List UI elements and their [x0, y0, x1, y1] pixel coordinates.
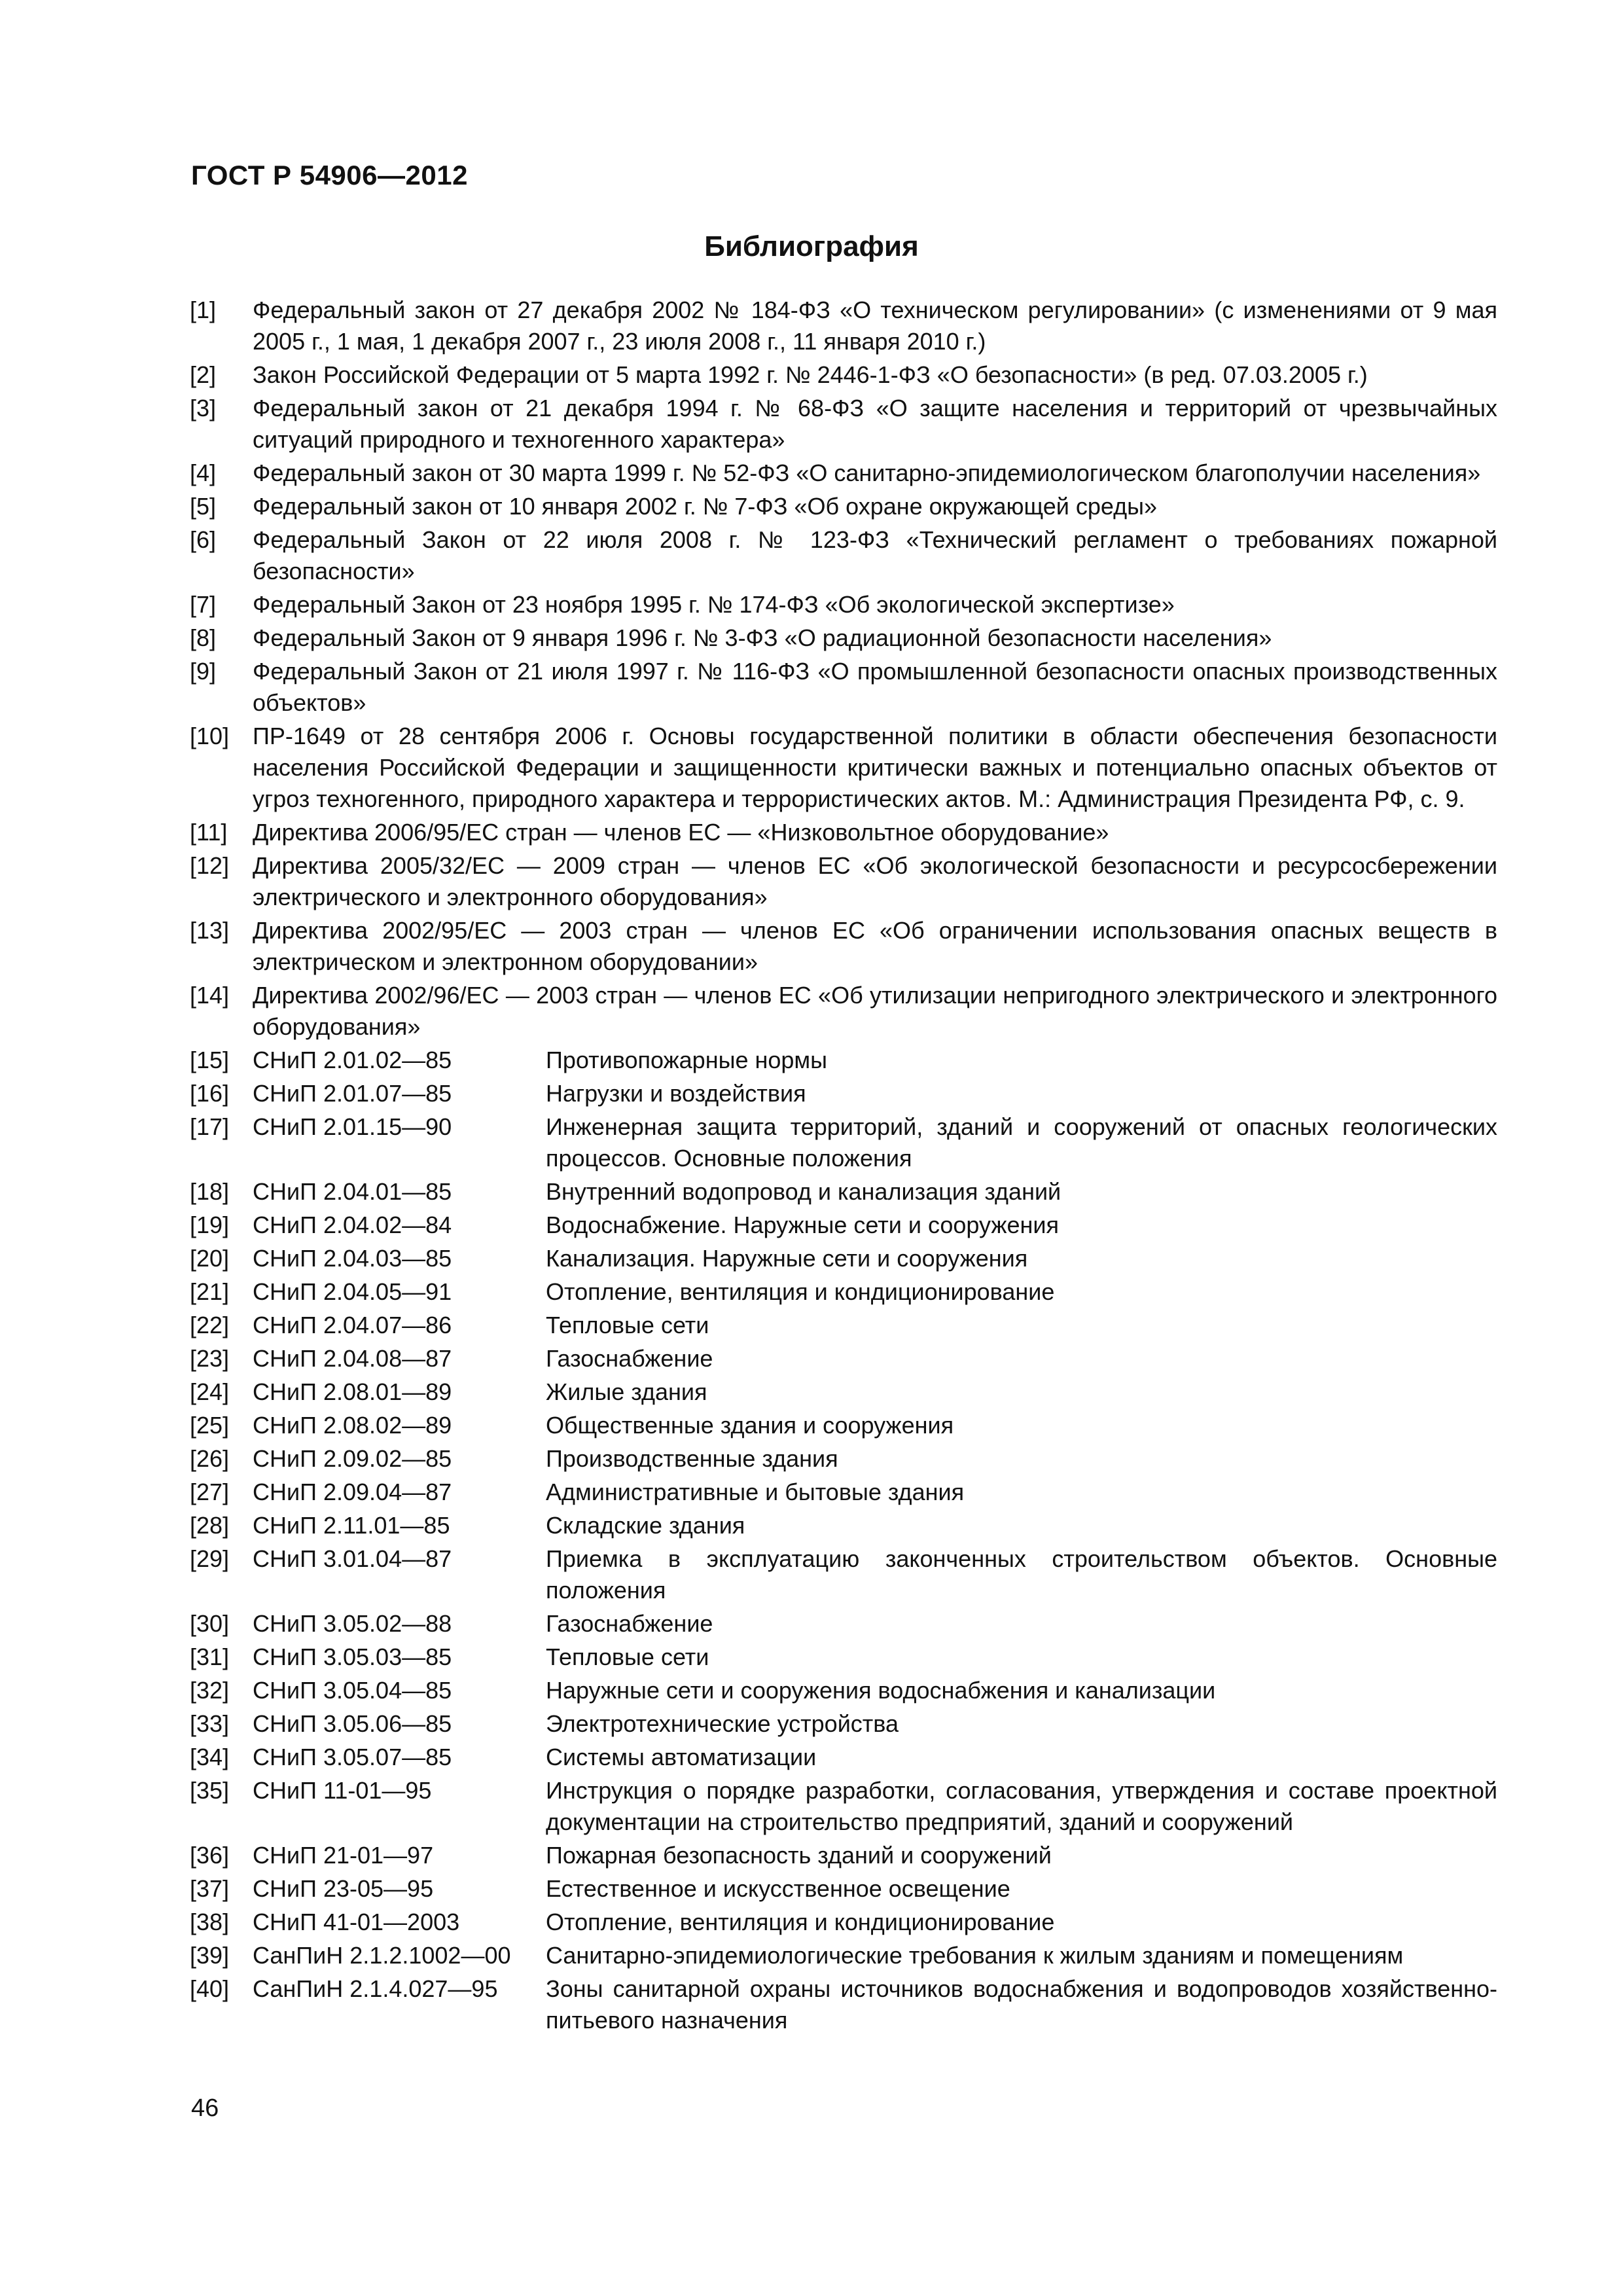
norm-code: СНиП 3.05.02—88 [253, 1610, 452, 1637]
item-text: Директива 2002/95/ЕС — 2003 стран — членов ЕС «Об ограничении использования опасных веществ в электрическом и электронном оборудовании» [253, 917, 1497, 975]
norm-code: СНиП 2.01.15—90 [253, 1113, 452, 1140]
norm-item [190, 1742, 1497, 1773]
norm-title: Водоснабжение. Наружные сети и сооружения [546, 1211, 1060, 1238]
item-number: [20] [190, 1245, 230, 1272]
norm-code: СНиП 3.05.06—85 [253, 1710, 452, 1737]
norm-code: СНиП 2.08.02—89 [253, 1412, 452, 1439]
norm-item [190, 1477, 1497, 1508]
norm-title: Зоны санитарной охраны источников водоснабжения и водопроводов хозяйственно-питьевого назначения [546, 1975, 1497, 2034]
bibliography-item [190, 915, 1497, 978]
item-number: [37] [190, 1875, 230, 1902]
item-number: [19] [190, 1211, 230, 1238]
norm-item [190, 1973, 1497, 2036]
item-number: [5] [190, 493, 217, 520]
item-number: [10] [190, 723, 230, 749]
norm-code: СНиП 2.11.01—85 [253, 1512, 450, 1539]
item-number: [22] [190, 1312, 230, 1338]
item-number: [4] [190, 459, 217, 486]
norm-title: Газоснабжение [546, 1610, 713, 1637]
norm-title: Отопление, вентиляция и кондиционирование [546, 1909, 1055, 1935]
item-text: Федеральный Закон от 23 ноября 1995 г. № 174-ФЗ «Об экологической экспертизе» [253, 591, 1175, 618]
item-text: ПР-1649 от 28 сентября 2006 г. Основы государственной политики в области обеспечения безопасности населения Российской Федерации и защищенности критически важных и потенциально опасных объектов от угроз техногенного, природного характера и террористических актов. М.: Администрация Президента РФ, с. 9. [253, 723, 1497, 812]
item-text: Федеральный закон от 30 марта 1999 г. № 52-ФЗ «О санитарно-эпидемиологическом благополучии населения» [253, 459, 1481, 486]
bibliography-item [190, 295, 1497, 357]
bibliography-item [190, 656, 1497, 719]
norm-title: Внутренний водопровод и канализация зданий [546, 1178, 1061, 1205]
standard-code-header: ГОСТ Р 54906—2012 [191, 160, 468, 190]
item-text: Федеральный Закон от 22 июля 2008 г. № 123-ФЗ «Технический регламент о требованиях пожарной безопасности» [253, 526, 1497, 584]
item-number: [39] [190, 1942, 230, 1969]
item-number: [9] [190, 658, 217, 685]
item-number: [33] [190, 1710, 230, 1737]
norm-item [190, 1045, 1497, 1076]
norm-code: СНиП 21-01—97 [253, 1842, 434, 1869]
norm-code: СНиП 3.05.07—85 [253, 1744, 452, 1770]
norm-item [190, 1641, 1497, 1673]
norm-code: СНиП 2.08.01—89 [253, 1378, 452, 1405]
norm-item [190, 1543, 1497, 1606]
norm-title: Пожарная безопасность зданий и сооружений [546, 1842, 1052, 1869]
norm-code: СНиП 3.01.04—87 [253, 1545, 452, 1572]
norm-code: СНиП 2.04.03—85 [253, 1245, 452, 1272]
norm-item [190, 1276, 1497, 1308]
norm-code: СНиП 23-05—95 [253, 1875, 434, 1902]
item-text: Федеральный закон от 21 декабря 1994 г. № 68-ФЗ «О защите населения и территорий от чрезвычайных ситуаций природного и техногенного характера» [253, 395, 1497, 453]
norm-item [190, 1608, 1497, 1640]
item-number: [40] [190, 1975, 230, 2002]
norm-title: Тепловые сети [546, 1643, 709, 1670]
norm-title: Наружные сети и сооружения водоснабжения и канализации [546, 1677, 1216, 1704]
item-number: [24] [190, 1378, 230, 1405]
norm-title: Нагрузки и воздействия [546, 1080, 806, 1107]
norm-title: Электротехнические устройства [546, 1710, 899, 1737]
bibliography-item [190, 980, 1497, 1043]
norm-item [190, 1243, 1497, 1274]
norm-item [190, 1708, 1497, 1740]
norm-item [190, 1907, 1497, 1938]
item-number: [2] [190, 361, 217, 388]
norm-code: СНиП 11-01—95 [253, 1777, 432, 1804]
bibliography-item [190, 721, 1497, 815]
norm-code: СНиП 2.04.02—84 [253, 1211, 452, 1238]
norm-title: Канализация. Наружные сети и сооружения [546, 1245, 1028, 1272]
norm-code: СНиП 2.09.04—87 [253, 1479, 452, 1505]
item-number: [27] [190, 1479, 230, 1505]
item-number: [16] [190, 1080, 230, 1107]
item-text: Федеральный Закон от 21 июля 1997 г. № 116-ФЗ «О промышленной безопасности опасных производственных объектов» [253, 658, 1497, 716]
norm-title: Производственные здания [546, 1445, 838, 1472]
norm-code: СНиП 2.01.07—85 [253, 1080, 452, 1107]
item-number: [13] [190, 917, 230, 944]
norm-title: Системы автоматизации [546, 1744, 817, 1770]
norm-item [190, 1840, 1497, 1871]
item-number: [23] [190, 1345, 230, 1372]
item-number: [21] [190, 1278, 230, 1305]
norm-title: Естественное и искусственное освещение [546, 1875, 1010, 1902]
norm-title: Отопление, вентиляция и кондиционирование [546, 1278, 1055, 1305]
norm-title: Инженерная защита территорий, зданий и сооружений от опасных геологических процессов. Основные положения [546, 1113, 1497, 1172]
bibliography-item [190, 622, 1497, 654]
norm-code: СНиП 2.04.08—87 [253, 1345, 452, 1372]
norm-item [190, 1343, 1497, 1374]
item-number: [8] [190, 624, 217, 651]
item-number: [29] [190, 1545, 230, 1572]
norm-item [190, 1376, 1497, 1408]
item-text: Федеральный закон от 10 января 2002 г. № 7-ФЗ «Об охране окружающей среды» [253, 493, 1158, 520]
item-text: Директива 2002/96/ЕС — 2003 стран — членов ЕС «Об утилизации непригодного электрического и электронного оборудования» [253, 982, 1497, 1040]
bibliography-item [190, 589, 1497, 620]
bibliography-item [190, 491, 1497, 522]
item-number: [26] [190, 1445, 230, 1472]
item-number: [12] [190, 852, 230, 879]
norm-item [190, 1176, 1497, 1208]
item-number: [1] [190, 296, 217, 323]
norm-title: Инструкция о порядке разработки, согласования, утверждения и составе проектной документации на строительство предприятий, зданий и сооружений [546, 1777, 1497, 1835]
item-number: [32] [190, 1677, 230, 1704]
norm-code: СанПиН 2.1.4.027—95 [253, 1975, 498, 2002]
norm-item [190, 1675, 1497, 1706]
item-number: [30] [190, 1610, 230, 1637]
norm-item [190, 1111, 1497, 1174]
item-number: [14] [190, 982, 230, 1009]
norm-item [190, 1410, 1497, 1441]
norm-code: СНиП 41-01—2003 [253, 1909, 460, 1935]
norm-code: СНиП 2.04.01—85 [253, 1178, 452, 1205]
norm-title: Административные и бытовые здания [546, 1479, 965, 1505]
bibliography-item [190, 817, 1497, 848]
item-number: [17] [190, 1113, 230, 1140]
bibliography-list [190, 295, 1497, 2038]
bibliography-item [190, 359, 1497, 391]
norm-item [190, 1443, 1497, 1475]
norm-item [190, 1510, 1497, 1541]
item-number: [15] [190, 1047, 230, 1073]
page-number: 46 [191, 2094, 219, 2122]
norm-code: СанПиН 2.1.2.1002—00 [253, 1942, 511, 1969]
norm-title: Жилые здания [546, 1378, 707, 1405]
item-number: [3] [190, 395, 217, 422]
page-title: Библиография [704, 230, 919, 262]
bibliography-item [190, 457, 1497, 489]
item-number: [7] [190, 591, 217, 618]
item-number: [6] [190, 526, 217, 553]
item-number: [38] [190, 1909, 230, 1935]
item-text: Директива 2006/95/ЕС стран — членов ЕС — «Низковольтное оборудование» [253, 819, 1109, 846]
item-number: [31] [190, 1643, 230, 1670]
norm-title: Приемка в эксплуатацию законченных строительством объектов. Основные положения [546, 1545, 1497, 1604]
bibliography-item [190, 850, 1497, 913]
item-text: Директива 2005/32/ЕС — 2009 стран — членов ЕС «Об экологической безопасности и ресурсосбережении электрического и электронного оборудования» [253, 852, 1497, 910]
norm-code: СНиП 3.05.04—85 [253, 1677, 452, 1704]
item-text: Федеральный Закон от 9 января 1996 г. № 3-ФЗ «О радиационной безопасности населения» [253, 624, 1272, 651]
item-number: [18] [190, 1178, 230, 1205]
item-number: [25] [190, 1412, 230, 1439]
norm-code: СНиП 2.04.07—86 [253, 1312, 452, 1338]
norm-title: Санитарно-эпидемиологические требования к жилым зданиям и помещениям [546, 1942, 1404, 1969]
norm-item [190, 1940, 1497, 1971]
norm-item [190, 1873, 1497, 1905]
item-text: Закон Российской Федерации от 5 марта 1992 г. № 2446-1-ФЗ «О безопасности» (в ред. 07.03.2005 г.) [253, 361, 1368, 388]
item-number: [28] [190, 1512, 230, 1539]
norm-title: Складские здания [546, 1512, 745, 1539]
item-number: [35] [190, 1777, 230, 1804]
norm-item [190, 1210, 1497, 1241]
item-text: Федеральный закон от 27 декабря 2002 № 184-ФЗ «О техническом регулировании» (с изменениями от 9 мая 2005 г., 1 мая, 1 декабря 2007 г., 23 июля 2008 г., 11 января 2010 г.) [253, 296, 1497, 355]
norm-code: СНиП 2.01.02—85 [253, 1047, 452, 1073]
norm-title: Общественные здания и сооружения [546, 1412, 954, 1439]
norm-title: Противопожарные нормы [546, 1047, 828, 1073]
norm-title: Газоснабжение [546, 1345, 713, 1372]
norm-code: СНиП 2.04.05—91 [253, 1278, 452, 1305]
bibliography-item [190, 393, 1497, 456]
norm-item [190, 1775, 1497, 1838]
item-number: [11] [190, 819, 228, 846]
norm-item [190, 1310, 1497, 1341]
norm-item [190, 1078, 1497, 1109]
item-number: [34] [190, 1744, 230, 1770]
norm-title: Тепловые сети [546, 1312, 709, 1338]
item-number: [36] [190, 1842, 230, 1869]
bibliography-item [190, 524, 1497, 587]
norm-code: СНиП 3.05.03—85 [253, 1643, 452, 1670]
norm-code: СНиП 2.09.02—85 [253, 1445, 452, 1472]
